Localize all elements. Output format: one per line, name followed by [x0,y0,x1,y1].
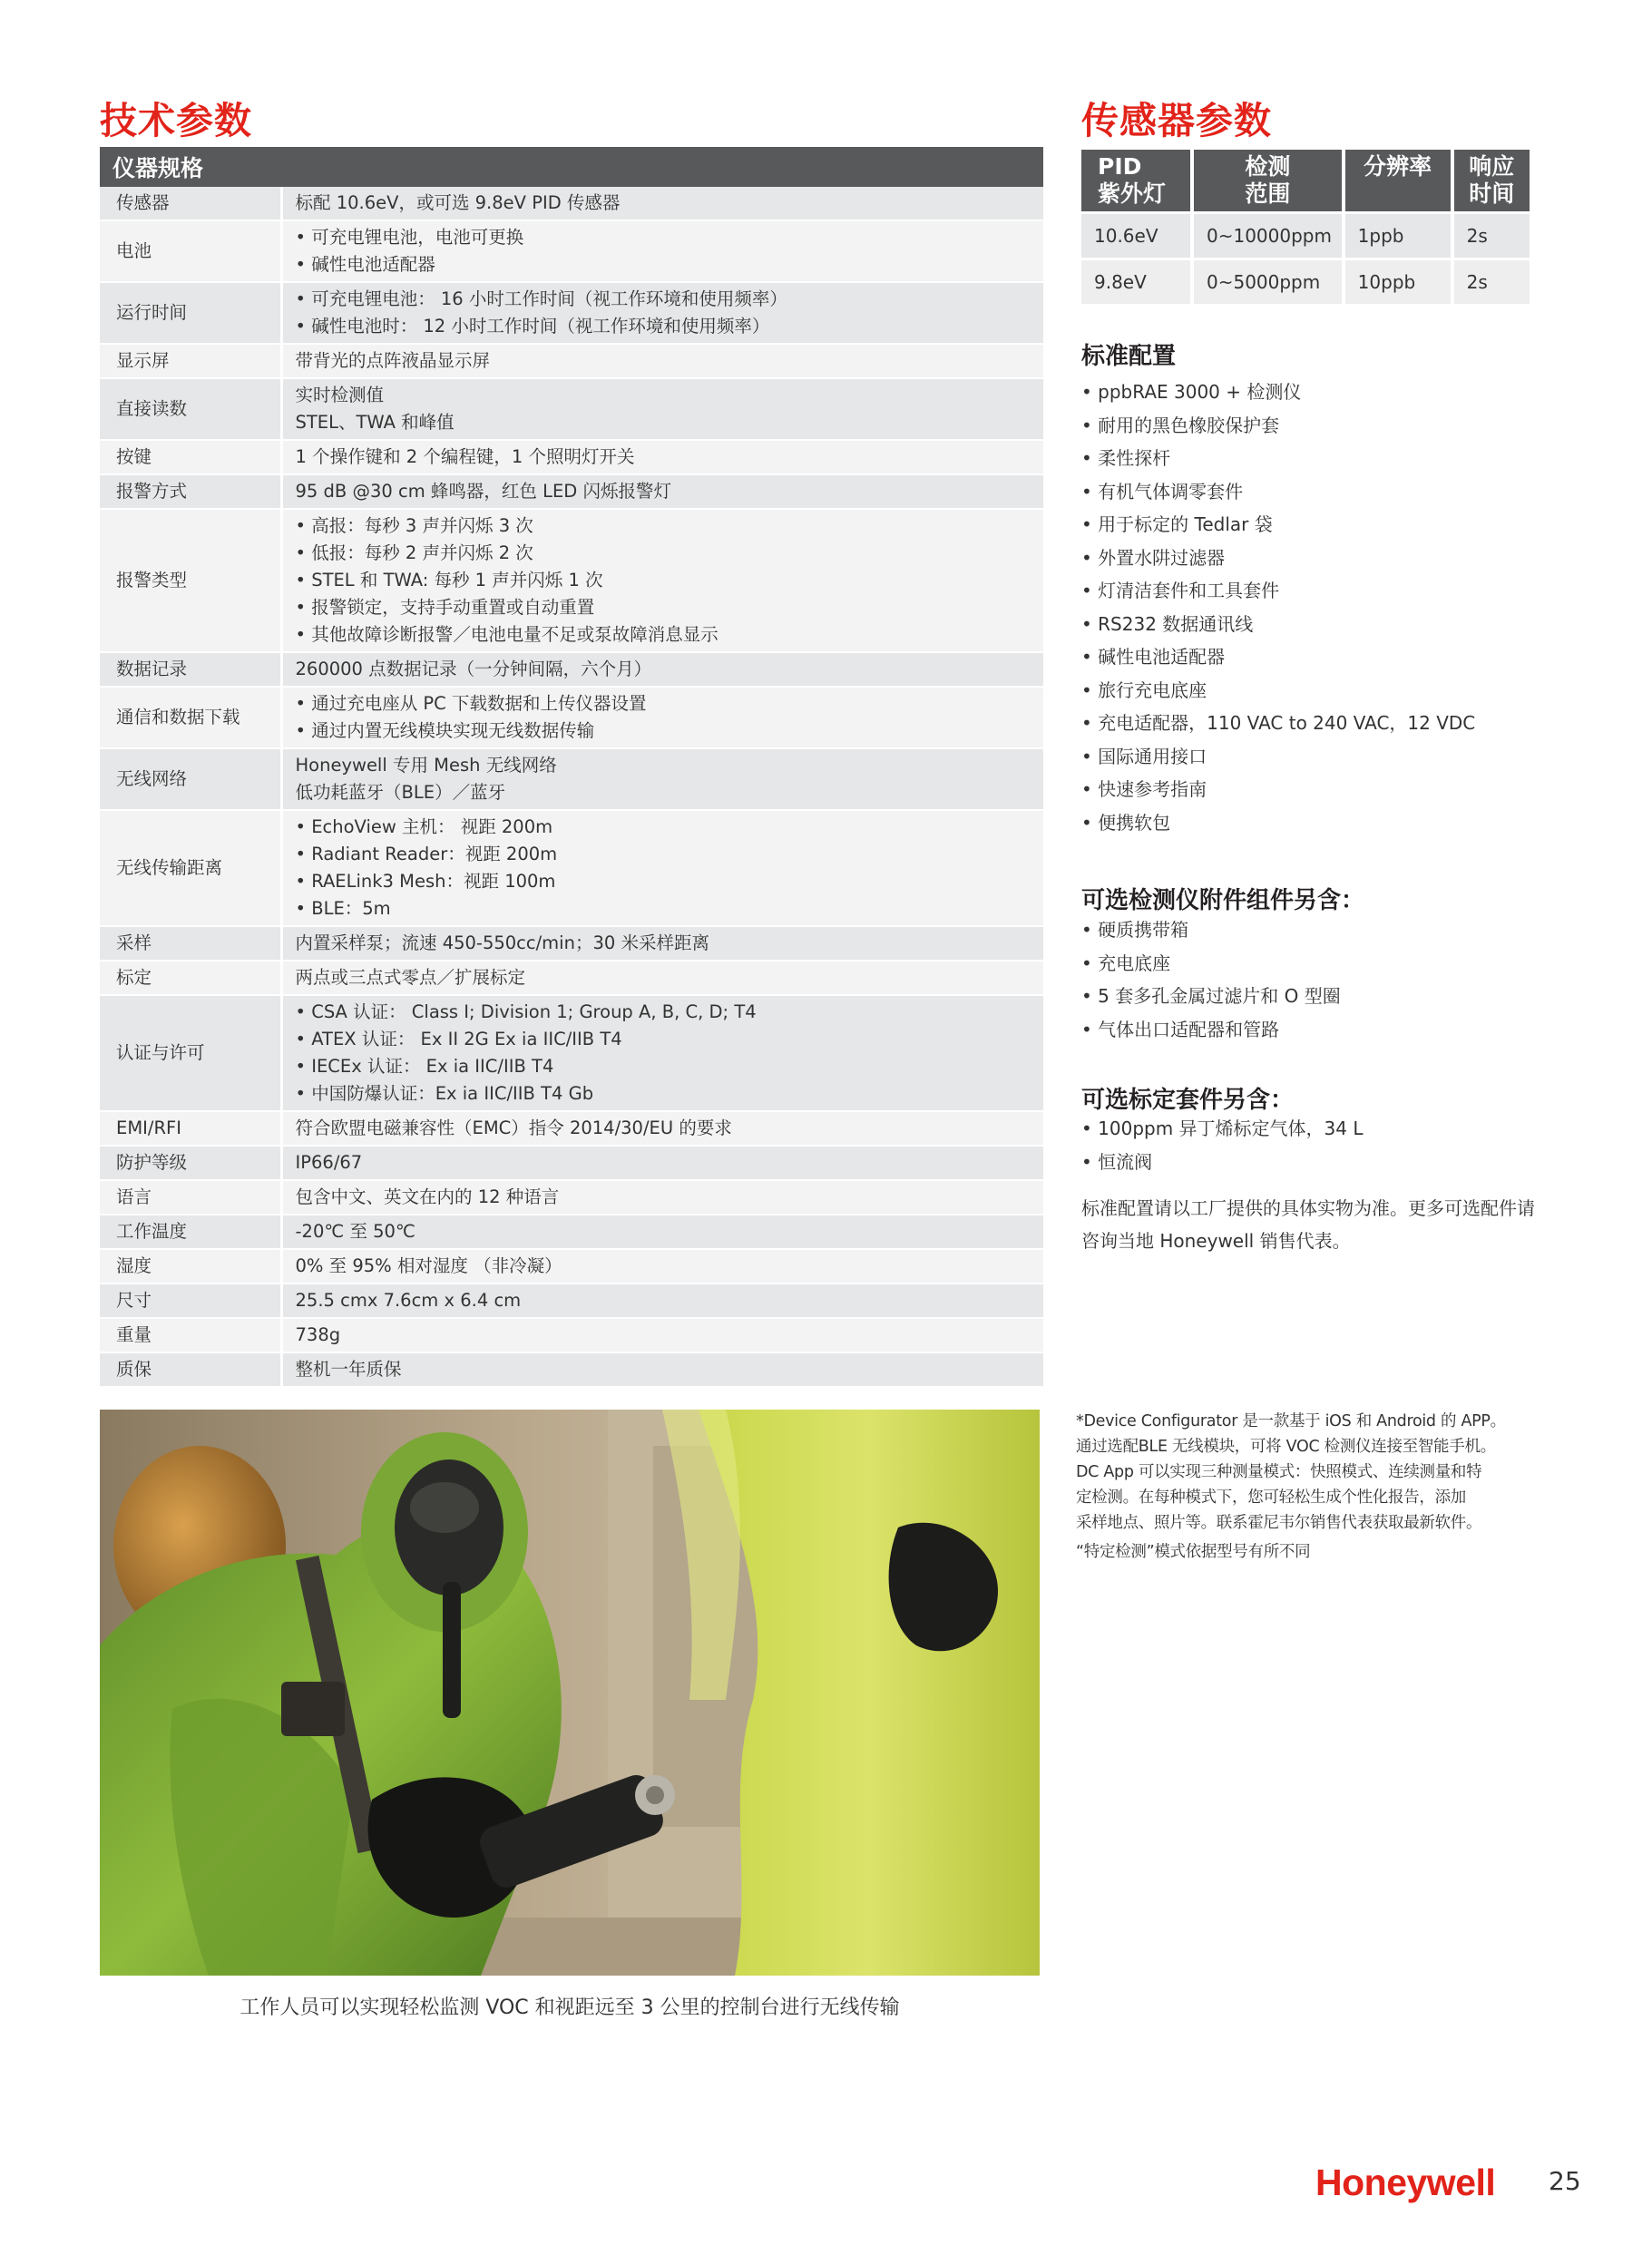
standard-config-item: • 用于标定的 Tedlar 袋 [1081,508,1475,542]
spec-value [281,378,1043,440]
dc-note-line: 采样地点、照片等。联系霍尼韦尔销售代表获取最新软件。 [1076,1514,1482,1532]
spec-row [100,652,1043,687]
spec-value-line: -20℃ 至 50℃ [295,1221,415,1242]
spec-value-line: • IECEx 认证： Ex ia IIC/IIB T4 [295,1056,554,1077]
spec-label: 传感器 [100,187,281,220]
sensor-row [1081,260,1530,304]
spec-value-line: 实时检测值 [295,385,385,405]
spec-label: 显示屏 [100,344,281,378]
spec-row [100,509,1043,652]
optional-accessory-item: • 气体出口适配器和管路 [1081,1013,1341,1047]
page-number: 25 [1549,2166,1581,2196]
standard-config-item: • 便携软包 [1081,806,1475,840]
spec-value [281,1215,1043,1249]
sensor-header-line: 范围 [1245,181,1291,207]
optional-calibration-item: • 恒流阀 [1081,1146,1364,1179]
spec-label: 报警类型 [100,509,281,652]
standard-config-item: • 充电适配器，110 VAC to 240 VAC，12 VDC [1081,707,1475,740]
spec-value [281,220,1043,282]
spec-value [281,1318,1043,1352]
spec-value-line: 1 个操作键和 2 个编程键，1 个照明灯开关 [295,446,635,467]
standard-config-item: • RS232 数据通讯线 [1081,608,1475,641]
spec-value [281,1111,1043,1146]
spec-value [281,961,1043,995]
sensor-header-line: 紫外灯 [1098,181,1167,207]
optional-accessories-heading: 可选检测仪附件组件另含： [1081,887,1365,914]
sensor-table-header [1081,150,1190,211]
sensor-cell: 2s [1454,214,1530,258]
standard-config-item: • 旅行充电底座 [1081,674,1475,708]
sensor-cell: 10.6eV [1081,214,1190,258]
dc-note-line: *Device Configurator 是一款基于 iOS 和 Android 的 APP。 [1076,1412,1506,1430]
spec-label: 重量 [100,1318,281,1352]
spec-row [100,474,1043,509]
spec-label: 语言 [100,1180,281,1215]
optional-accessory-item: • 充电底座 [1081,947,1341,981]
spec-value-line: 低功耗蓝牙（BLE）／蓝牙 [295,782,506,803]
spec-value-line: 738g [295,1324,341,1345]
spec-value-line: 两点或三点式零点／扩展标定 [295,967,526,988]
spec-label: 认证与许可 [100,995,281,1111]
photo-caption: 工作人员可以实现轻松监测 VOC 和视距远至 3 公里的控制台进行无线传输 [239,1996,900,2019]
spec-value-line: 0% 至 95% 相对湿度 （非冷凝） [295,1255,562,1276]
spec-value-line: • 可充电锂电池： 16 小时工作时间（视工作环境和使用频率） [295,288,787,309]
spec-value [281,995,1043,1111]
sensor-header-line: PID [1098,153,1142,180]
spec-value [281,1284,1043,1318]
optional-accessory-item: • 硬质携带箱 [1081,913,1341,947]
spec-label: 湿度 [100,1249,281,1284]
spec-value-line: 包含中文、英文在内的 12 种语言 [295,1186,560,1207]
sensor-cell: 0~10000ppm [1194,214,1342,258]
spec-label: 无线传输距离 [100,810,281,926]
spec-value-line: • 可充电锂电池，电池可更换 [295,227,524,248]
tech-specs-title: 技术参数 [100,99,252,142]
spec-value [281,474,1043,509]
spec-value-line: • BLE：5m [295,898,391,919]
spec-value-line: • 其他故障诊断报警／电池电量不足或泵故障消息显示 [295,624,718,645]
standard-config-item: • 快速参考指南 [1081,773,1475,806]
spec-row [100,1318,1043,1352]
spec-value-line: • 低报：每秒 2 声并闪烁 2 次 [295,542,533,563]
sensor-table-body [1081,214,1530,304]
spec-row [100,1352,1043,1387]
spec-row [100,1284,1043,1318]
instrument-spec-table [100,147,1043,1388]
spec-value-line: 95 dB @30 cm 蜂鸣器，红色 LED 闪烁报警灯 [295,481,671,502]
standard-config-item: • 柔性探杆 [1081,442,1475,475]
spec-value-line: • 中国防爆认证：Ex ia IIC/IIB T4 Gb [295,1083,594,1104]
standard-config-item: • 外置水阱过滤器 [1081,542,1475,575]
spec-value-line: • RAELink3 Mesh：视距 100m [295,871,556,892]
spec-row [100,187,1043,220]
dc-note-line: DC App 可以实现三种测量模式：快照模式、连续测量和特 [1076,1463,1482,1481]
spec-label: 采样 [100,926,281,961]
spec-label: 通信和数据下载 [100,687,281,748]
spec-row [100,995,1043,1111]
spec-value-line: • ATEX 认证： Ex II 2G Ex ia IIC/IIB T4 [295,1029,622,1049]
optional-calibration-item: • 100ppm 异丁烯标定气体，34 L [1081,1112,1364,1146]
sensor-table-header [1454,150,1530,211]
spec-value [281,1180,1043,1215]
spec-label: 无线网络 [100,748,281,810]
honeywell-logo: Honeywell [1315,2162,1496,2203]
spec-row [100,440,1043,474]
spec-label: 标定 [100,961,281,995]
spec-label: 直接读数 [100,378,281,440]
dc-note-line: “特定检测”模式依据型号有所不同 [1076,1543,1311,1561]
spec-value-line: • Radiant Reader：视距 200m [295,844,558,864]
spec-label: 数据记录 [100,652,281,687]
standard-config-item: • 国际通用接口 [1081,740,1475,774]
optional-accessories-list [1081,913,1341,1046]
standard-config-item: • ppbRAE 3000 + 检测仪 [1081,376,1475,409]
sensor-cell: 2s [1454,260,1530,304]
standard-config-item: • 灯清洁套件和工具套件 [1081,574,1475,608]
spec-value-line: 260000 点数据记录（一分钟间隔，六个月） [295,659,652,679]
device-configurator-note [1076,1409,1548,1565]
spec-label: 防护等级 [100,1146,281,1180]
standard-config-heading: 标准配置 [1081,343,1177,370]
spec-value [281,926,1043,961]
spec-value-line: • STEL 和 TWA: 每秒 1 声并闪烁 1 次 [295,570,603,591]
spec-table-body [100,187,1043,1387]
spec-label: 电池 [100,220,281,282]
sensor-header-line: 检测 [1245,153,1291,180]
spec-row [100,282,1043,344]
spec-value [281,1352,1043,1387]
spec-row [100,1215,1043,1249]
spec-label: EMI/RFI [100,1111,281,1146]
sensor-row [1081,214,1530,258]
spec-value [281,748,1043,810]
sensor-header-line: 时间 [1469,181,1515,207]
spec-value [281,1146,1043,1180]
spec-value [281,652,1043,687]
optional-accessory-item: • 5 套多孔金属过滤片和 O 型圈 [1081,980,1341,1013]
sensor-param-table [1078,147,1533,307]
spec-row [100,1111,1043,1146]
spec-table-header: 仪器规格 [100,147,1043,187]
spec-value-line: Honeywell 专用 Mesh 无线网络 [295,755,557,776]
spec-label: 报警方式 [100,474,281,509]
hazmat-worker-photo [100,1410,1040,1976]
spec-value-line: • EchoView 主机： 视距 200m [295,816,553,837]
standard-config-item: • 有机气体调零套件 [1081,475,1475,509]
standard-config-item: • 耐用的黑色橡胶保护套 [1081,409,1475,443]
dc-note-line: 通过选配BLE 无线模块，可将 VOC 检测仪连接至智能手机。 [1076,1438,1496,1456]
standard-config-list [1081,376,1475,839]
spec-value [281,687,1043,748]
spec-row [100,1146,1043,1180]
sensor-cell: 9.8eV [1081,260,1190,304]
spec-value [281,440,1043,474]
optional-calibration-list [1081,1112,1364,1178]
spec-row [100,1180,1043,1215]
spec-row [100,748,1043,810]
spec-label: 质保 [100,1352,281,1387]
optional-calibration-heading: 可选标定套件另含： [1081,1087,1295,1114]
spec-value-line: IP66/67 [295,1152,363,1173]
spec-row [100,926,1043,961]
spec-value-line: 标配 10.6eV，或可选 9.8eV PID 传感器 [295,192,621,213]
spec-label: 工作温度 [100,1215,281,1249]
spec-row [100,810,1043,926]
sensor-specs-title: 传感器参数 [1081,99,1272,142]
spec-row [100,1249,1043,1284]
spec-row [100,378,1043,440]
sensor-table-header [1194,150,1342,211]
spec-value [281,509,1043,652]
spec-value [281,1249,1043,1284]
spec-row [100,687,1043,748]
spec-value-line: • CSA 认证： Class I; Division 1; Group A, B, C, D; T4 [295,1001,757,1022]
sensor-cell: 1ppb [1345,214,1451,258]
spec-row [100,961,1043,995]
spec-value-line: 带背光的点阵液晶显示屏 [295,350,491,371]
spec-value-line: 符合欧盟电磁兼容性（EMC）指令 2014/30/EU 的要求 [295,1118,732,1138]
spec-value [281,810,1043,926]
spec-value [281,187,1043,220]
spec-value-line: 内置采样泵；流速 450-550cc/min；30 米采样距离 [295,932,709,953]
sensor-header-line: 响应 [1469,153,1515,180]
sensor-cell: 10ppb [1345,260,1451,304]
spec-value [281,282,1043,344]
spec-row [100,220,1043,282]
spec-value-line: • 报警锁定，支持手动重置或自动重置 [295,597,595,618]
spec-label: 按键 [100,440,281,474]
spec-value-line: STEL、TWA 和峰值 [295,412,455,433]
spec-value-line: • 碱性电池时： 12 小时工作时间（视工作环境和使用频率） [295,316,770,337]
spec-value [281,344,1043,378]
spec-value-line: • 通过充电座从 PC 下载数据和上传仪器设置 [295,693,647,714]
spec-value-line: 整机一年质保 [295,1359,402,1380]
sensor-table-header-row [1081,150,1530,211]
spec-label: 尺寸 [100,1284,281,1318]
standard-config-item: • 碱性电池适配器 [1081,640,1475,674]
dc-note-line: 定检测。在每种模式下，您可轻松生成个性化报告，添加 [1076,1489,1466,1507]
sensor-header-line: 分辨率 [1364,153,1432,180]
sensor-cell: 0~5000ppm [1194,260,1342,304]
spec-value-line: • 高报：每秒 3 声并闪烁 3 次 [295,515,533,536]
spec-value-line: 25.5 cmx 7.6cm x 6.4 cm [295,1290,522,1311]
spec-value-line: • 通过内置无线模块实现无线数据传输 [295,720,595,741]
spec-row [100,344,1043,378]
standard-config-note: 标准配置请以工厂提供的具体实物为准。更多可选配件请咨询当地 Honeywell 销售代表。 [1081,1197,1535,1252]
spec-value-line: • 碱性电池适配器 [295,254,435,275]
sensor-table-header [1345,150,1451,211]
spec-label: 运行时间 [100,282,281,344]
